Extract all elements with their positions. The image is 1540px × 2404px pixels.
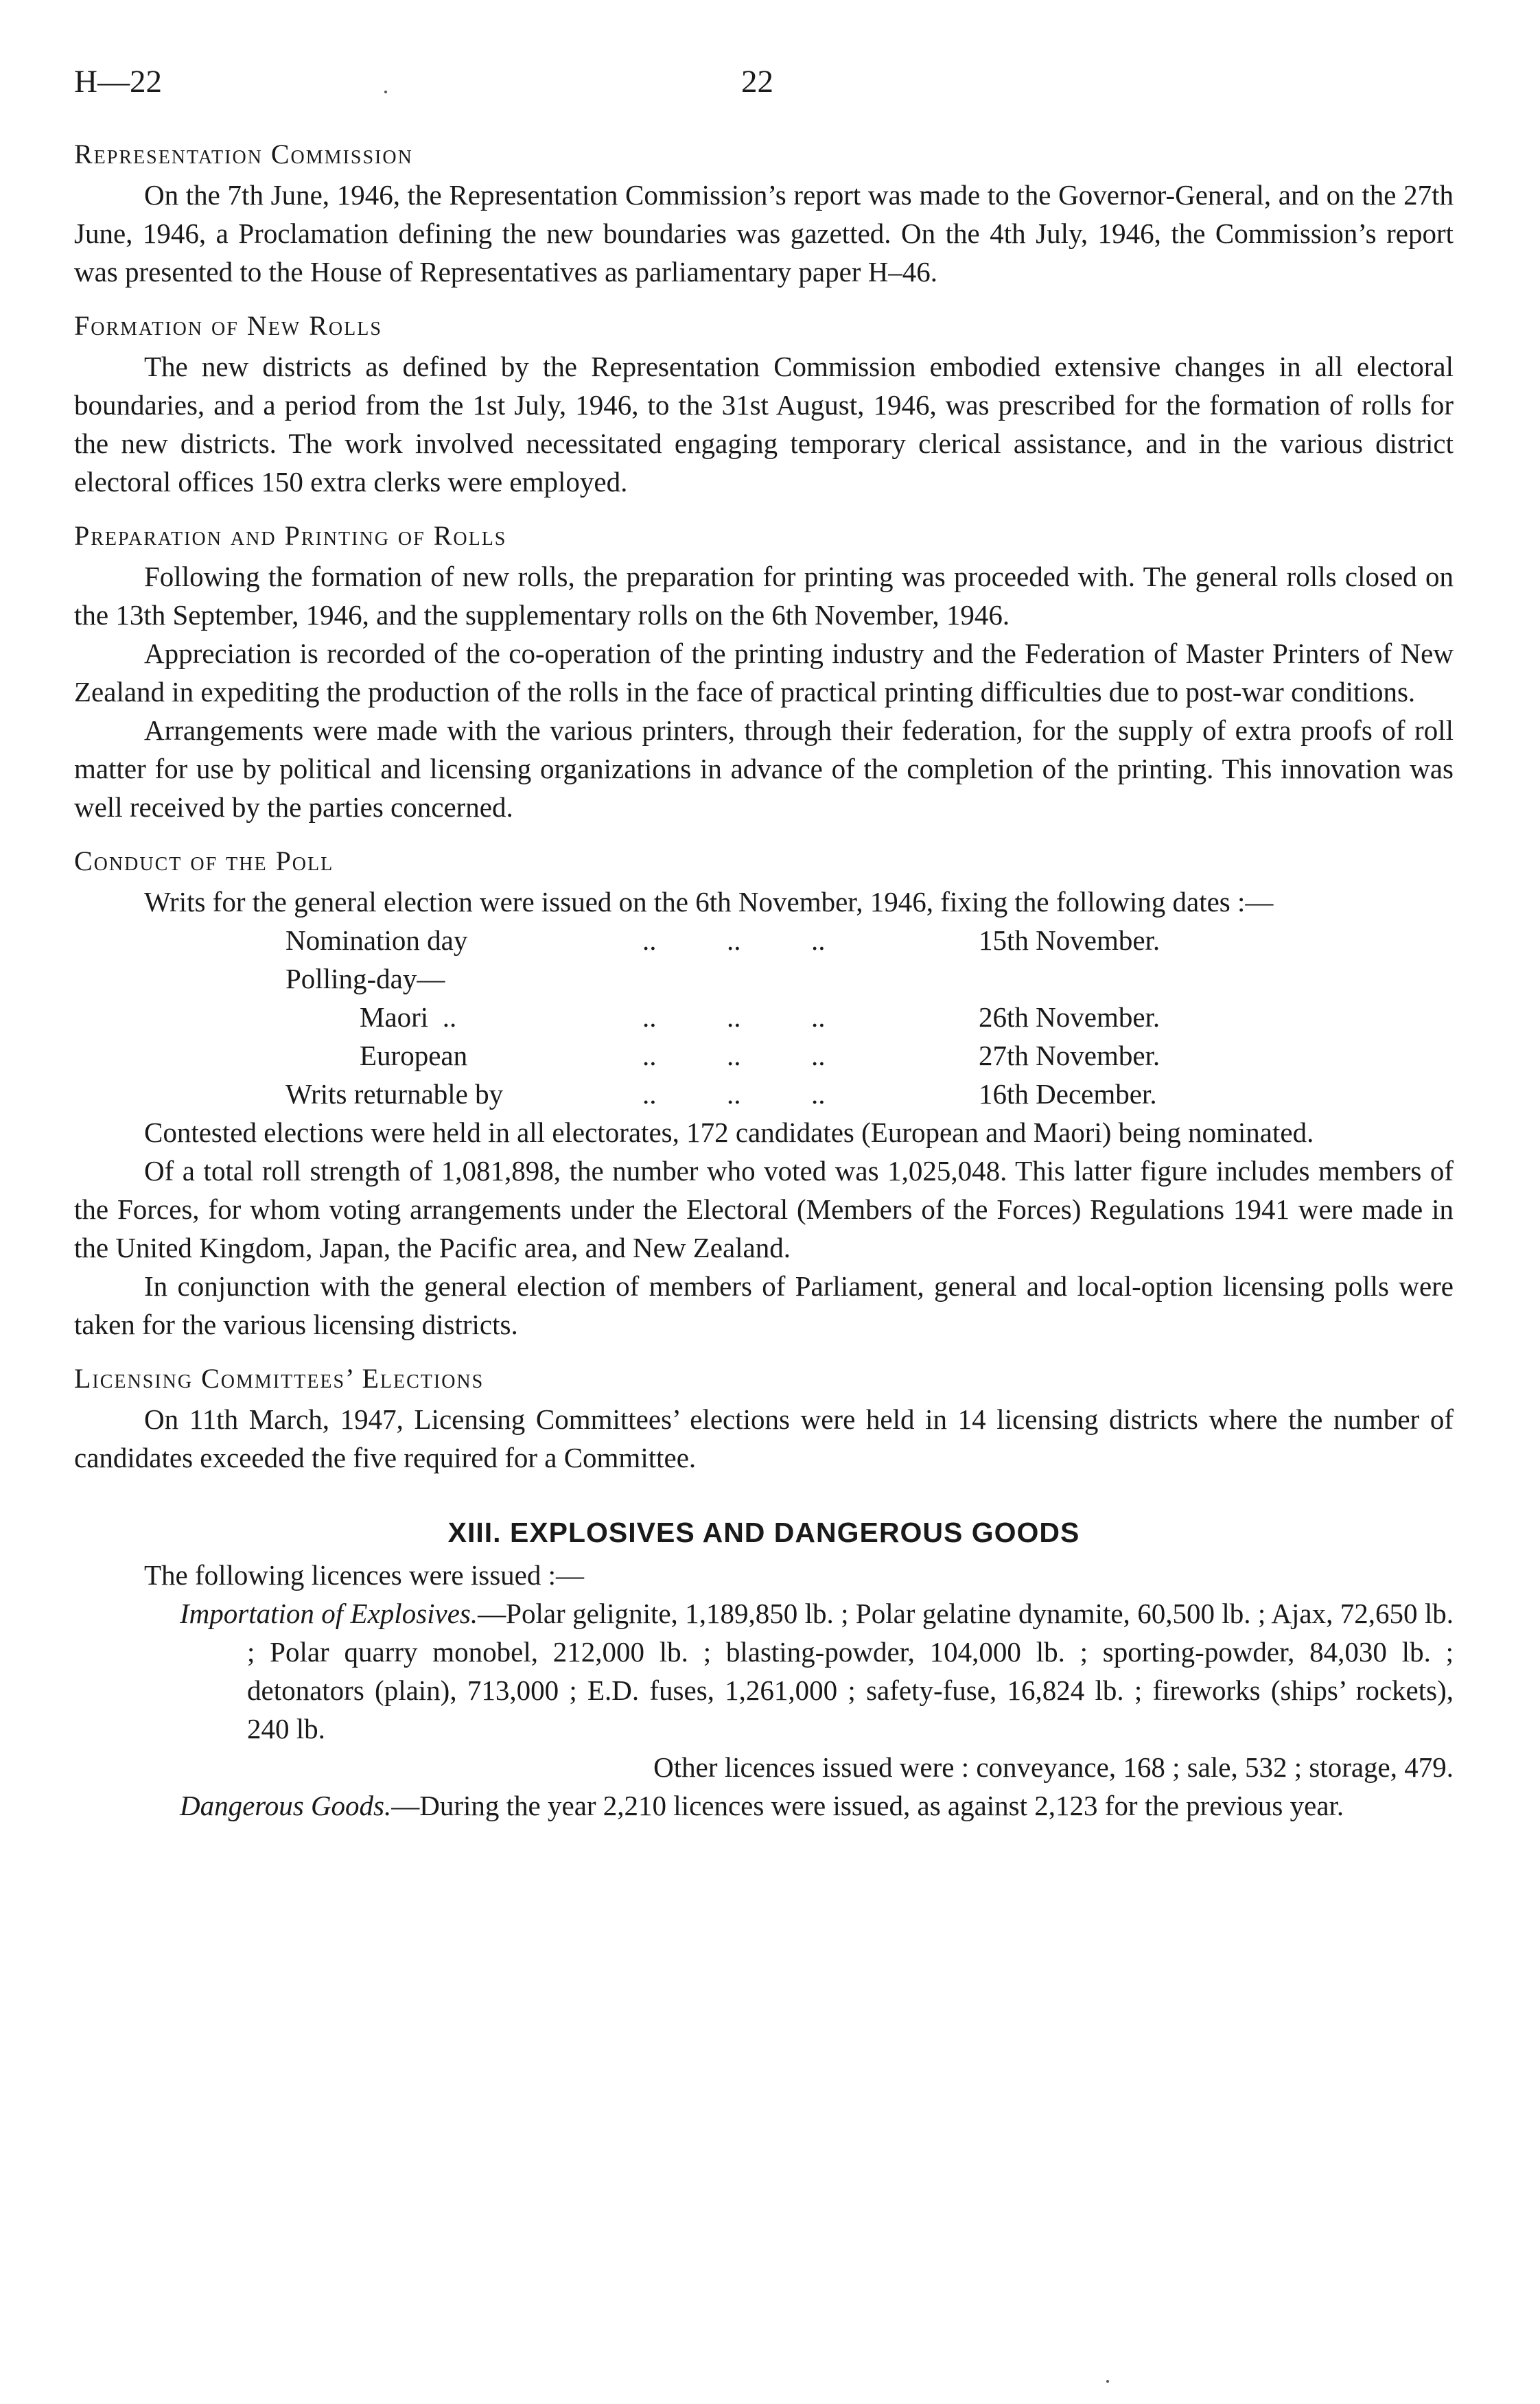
date-value: 27th November.: [979, 1040, 1160, 1071]
paragraph: Writs for the general election were issued on the 6th November, 1946, fixing the following dates :—: [144, 886, 1274, 918]
scan-speck: [1106, 2380, 1109, 2383]
section-heading-representation: Representation Commission: [74, 139, 413, 170]
paragraph: Following the formation of new rolls, the preparation for printing was proceeded with. The general rolls closed on the 13th September, 1946, and the supplementary rolls on the 6th November, 1946.: [74, 561, 1454, 631]
date-row-maori: [285, 998, 1454, 1036]
dangerous-goods-paragraph: [74, 1786, 1454, 1825]
section-heading-formation: Formation of New Rolls: [74, 310, 382, 341]
section-heading-preparation: Preparation and Printing of Rolls: [74, 520, 507, 551]
date-value: 26th November.: [979, 1001, 1160, 1033]
election-dates-list: [285, 921, 1454, 1113]
leader-dots: .. .. ..: [642, 924, 826, 956]
paragraph: Of a total roll strength of 1,081,898, the number who voted was 1,025,048. This latter figure includes members of the Forces, for whom voting arrangements under the Electoral (Members of the Forces) Regulations 1941 were made in the United Kingdom, Japan, the Pacific area, and New Zealand.: [74, 1155, 1454, 1263]
date-value: 16th December.: [979, 1078, 1157, 1110]
date-label: Writs returnable by: [285, 1078, 504, 1110]
paragraph: On the 7th June, 1946, the Representation Commission’s report was made to the Governor-General, and on the 27th June, 1946, a Proclamation defining the new boundaries was gazetted. On the 4th July, 1946, the Commission’s report was presented to the House of Representatives as parliamentary paper H–46.: [74, 179, 1454, 288]
page-header: [74, 63, 1454, 111]
dangerous-goods-text: —During the year 2,210 licences were issued, as against 2,123 for the previous year.: [391, 1790, 1344, 1821]
date-row-european: [285, 1036, 1454, 1075]
leader-dots: .. .. ..: [642, 1001, 826, 1033]
paragraph: The new districts as defined by the Representation Commission embodied extensive changes in all electoral boundaries, and a period from the 1st July, 1946, to the 31st August, 1946, was prescribed for the formation of rolls for the new districts. The work involved necessitated engaging temporary clerical assistance, and in the various district electoral offices 150 extra clerks were employed.: [74, 351, 1454, 498]
paragraph: On 11th March, 1947, Licensing Committees’ elections were held in 14 licensing districts where the number of candidates exceeded the five required for a Committee.: [74, 1403, 1454, 1473]
date-label: Nomination day: [285, 924, 468, 956]
paragraph: In conjunction with the general election of members of Parliament, general and local-option licensing polls were taken for the various licensing districts.: [74, 1270, 1454, 1340]
date-value: 15th November.: [979, 924, 1160, 956]
dangerous-goods-label: Dangerous Goods.: [180, 1790, 392, 1821]
paragraph: Contested elections were held in all electorates, 172 candidates (European and Maori) being nominated.: [144, 1117, 1314, 1148]
date-row-nomination: [285, 921, 1454, 959]
importation-text: —Polar gelignite, 1,189,850 lb. ; Polar gelatine dynamite, 60,500 lb. ; Ajax, 72,650 lb. ; Polar quarry monobel, 212,000 lb. ; blasting-powder, 104,000 lb. ; sporting-powder, 84,030 lb. ; detonators (plain), 713,000 ; E.D. fuses, 1,261,000 ; safety-fuse, 16,824 lb. ; fireworks (ships’ rockets), 240 lb.: [247, 1598, 1454, 1744]
date-label: European: [360, 1040, 468, 1071]
doc-code: H—22: [74, 64, 162, 100]
date-label: Maori ..: [360, 1001, 457, 1033]
section-heading-licensing: Licensing Committees’ Elections: [74, 1363, 485, 1394]
paragraph: Arrangements were made with the various printers, through their federation, for the supply of extra proofs of roll matter for use by political and licensing organizations in advance of the completion of the printing. This innovation was well received by the parties concerned.: [74, 714, 1454, 823]
page-number: 22: [741, 64, 773, 100]
date-row-polling: [285, 959, 1454, 998]
importation-paragraph: [74, 1594, 1454, 1748]
paragraph: The following licences were issued :—: [144, 1559, 585, 1591]
date-row-writs: [285, 1075, 1454, 1113]
importation-label: Importation of Explosives.: [180, 1598, 478, 1629]
document-page: [74, 63, 1454, 1825]
paragraph: Appreciation is recorded of the co-operation of the printing industry and the Federation of Master Printers of New Zealand in expediting the production of the rolls in the face of practical printing difficulties due to post-war conditions.: [74, 638, 1454, 708]
other-licences-paragraph: Other licences issued were : conveyance, 168 ; sale, 532 ; storage, 479.: [653, 1751, 1454, 1783]
date-label: Polling-day—: [285, 963, 445, 994]
leader-dots: .. .. ..: [642, 1078, 826, 1110]
chapter-title: XIII. EXPLOSIVES AND DANGEROUS GOODS: [447, 1517, 1080, 1548]
leader-dots: .. .. ..: [642, 1040, 826, 1071]
scan-speck: [384, 91, 387, 93]
section-heading-conduct: Conduct of the Poll: [74, 845, 334, 876]
